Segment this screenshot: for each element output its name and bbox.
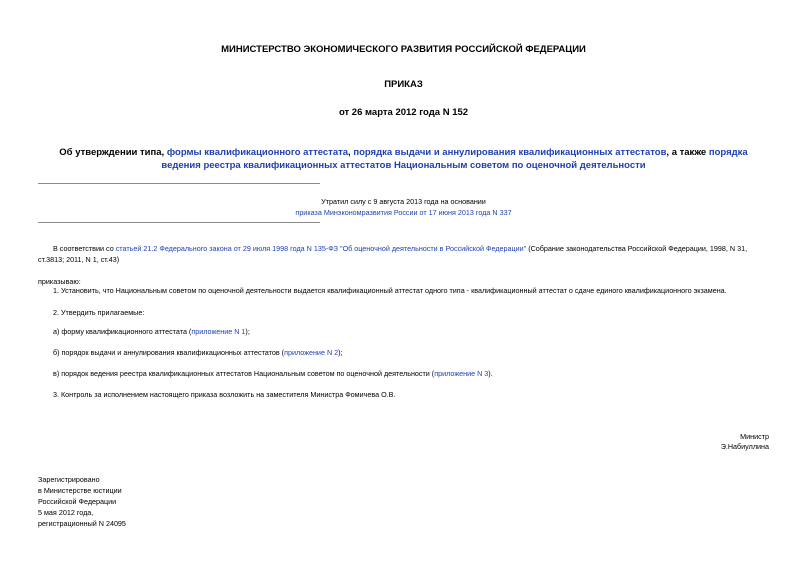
- sub-item-b: [53, 347, 343, 358]
- title-text-2: ,: [348, 147, 354, 158]
- divider-top: [38, 183, 320, 184]
- appendix-3-link[interactable]: приложение N 3: [434, 369, 489, 378]
- preamble-start: В соответствии со: [53, 244, 116, 253]
- item-1: 1. Установить, что Национальным советом по оценочной деятельности выдается квалификационный аттестат одного типа - квалификационный аттестат о сдаче единого квалификационного экзамена.: [53, 286, 727, 295]
- signature-position: Министр: [740, 432, 769, 441]
- preamble-line-1: [53, 243, 768, 254]
- ministry-heading: МИНИСТЕРСТВО ЭКОНОМИЧЕСКОГО РАЗВИТИЯ РОССИЙСКОЙ ФЕДЕРАЦИИ: [221, 44, 586, 55]
- status-link[interactable]: приказа Минэкономразвития России от 17 июня 2013 года N 337: [295, 208, 512, 217]
- title-text-1: Об утверждении типа,: [59, 147, 167, 158]
- registration-line: Зарегистрировано: [38, 475, 100, 484]
- registration-line: Российской Федерации: [38, 497, 117, 506]
- sub-c-end: ).: [488, 369, 493, 378]
- signature-name: Э.Набиуллина: [720, 442, 769, 451]
- sub-item-a: [53, 326, 250, 337]
- preamble-line-2: ст.3813; 2011, N 1, ст.43): [38, 255, 120, 264]
- doc-type-heading: ПРИКАЗ: [384, 79, 423, 90]
- order-word: приказываю:: [38, 277, 81, 286]
- title-link-procedure[interactable]: порядка выдачи и аннулирования квалификационных аттестатов: [353, 147, 667, 158]
- registration-line: 5 мая 2012 года,: [38, 508, 94, 517]
- title-link-form[interactable]: формы квалификационного аттестата: [166, 147, 349, 158]
- sub-c-text: в) порядок ведения реестра квалификационных аттестатов Национальным советом по оценочной деятельности (: [53, 369, 435, 378]
- title-link-registry[interactable]: порядка ведения реестра квалификационных аттестатов Национальным советом по оценочной деятельности: [161, 147, 748, 171]
- divider-bottom: [38, 222, 320, 223]
- item-2: 2. Утвердить прилагаемые:: [53, 308, 145, 317]
- appendix-2-link[interactable]: приложение N 2: [284, 348, 339, 357]
- sub-a-end: );: [245, 327, 250, 336]
- status-line: Утратил силу с 9 августа 2013 года на основании: [321, 197, 486, 206]
- title-text-3: , а также: [666, 147, 709, 158]
- sub-b-text: б) порядок выдачи и аннулирования квалификационных аттестатов (: [53, 348, 285, 357]
- sub-b-end: );: [338, 348, 343, 357]
- sub-item-c: [53, 368, 493, 379]
- law-link[interactable]: статьей 21.2 Федерального закона от 29 июля 1998 года N 135-ФЗ "Об оценочной деятельности в Российской Федерации": [115, 244, 527, 253]
- document-title: [40, 146, 767, 172]
- item-3: 3. Контроль за исполнением настоящего приказа возложить на заместителя Министра Фомичева О.В.: [53, 390, 396, 399]
- preamble-end: (Собрание законодательства Российской Федерации, 1998, N 31,: [526, 244, 748, 253]
- sub-a-text: а) форму квалификационного аттестата (: [53, 327, 192, 336]
- registration-line: в Министерстве юстиции: [38, 486, 122, 495]
- appendix-1-link[interactable]: приложение N 1: [191, 327, 246, 336]
- registration-line: регистрационный N 24095: [38, 519, 126, 528]
- registration-block: [38, 474, 126, 529]
- doc-date-number: от 26 марта 2012 года N 152: [338, 107, 469, 118]
